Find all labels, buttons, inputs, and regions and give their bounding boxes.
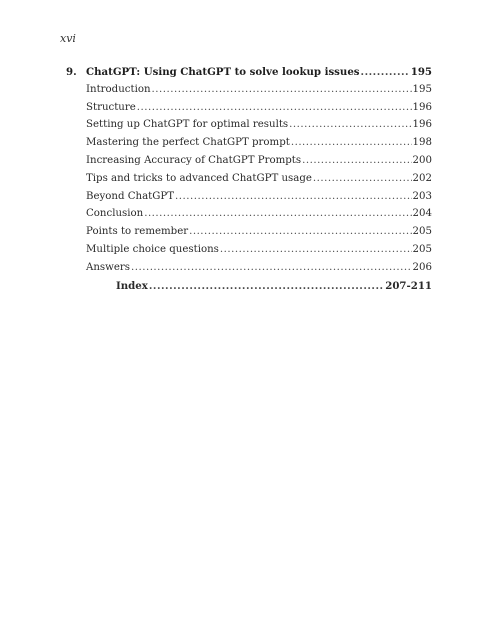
page-number: xvi	[60, 32, 76, 45]
chapter-title	[66, 66, 360, 78]
toc-entry-page: 204	[412, 208, 432, 220]
index-title: Index	[116, 279, 148, 292]
toc-entry-title: Increasing Accuracy of ChatGPT Prompts	[86, 154, 302, 166]
chapter-page-number: 195	[410, 66, 432, 78]
dot-leader	[291, 137, 412, 148]
toc-entry-page: 196	[412, 119, 432, 131]
toc-entry[interactable]	[66, 191, 432, 209]
toc-entry-page: 195	[412, 83, 432, 95]
toc-entry-page: 205	[412, 226, 432, 238]
toc-entry-title: Structure	[86, 101, 136, 113]
dot-leader	[313, 173, 412, 184]
dot-leader	[175, 191, 412, 202]
dot-leader	[220, 244, 412, 255]
chapter-number: 9.	[66, 66, 77, 78]
toc-entry-title: Multiple choice questions	[86, 243, 219, 255]
toc-entry-page: 206	[412, 261, 432, 273]
dot-leader	[137, 102, 412, 113]
toc-entry-title: Mastering the perfect ChatGPT prompt	[86, 137, 290, 149]
toc-chapter-9[interactable]	[66, 66, 432, 84]
toc-entry-title: Points to remember	[86, 226, 189, 238]
toc-entry[interactable]	[66, 137, 432, 155]
toc-entry[interactable]	[66, 244, 432, 262]
toc-entry[interactable]	[66, 173, 432, 191]
dot-leader	[189, 226, 411, 237]
toc-entry-page: 203	[412, 190, 432, 202]
dot-leader	[302, 155, 411, 166]
dot-leader	[149, 280, 384, 292]
toc-entry[interactable]	[66, 119, 432, 137]
toc-entry-title: Conclusion	[86, 208, 144, 220]
toc-entry[interactable]	[66, 155, 432, 173]
toc-entry-page: 202	[412, 172, 432, 184]
dot-leader	[131, 262, 412, 273]
dot-leader	[361, 66, 410, 78]
toc-entry[interactable]	[66, 84, 432, 102]
toc-entry-title: Answers	[86, 261, 130, 273]
dot-leader	[289, 119, 411, 130]
toc-entry-title: Tips and tricks to advanced ChatGPT usage	[86, 172, 312, 184]
toc-entry[interactable]	[66, 208, 432, 226]
toc-entry[interactable]	[66, 226, 432, 244]
toc-entry-title: Introduction	[86, 83, 151, 95]
toc-entry-page: 198	[412, 137, 432, 149]
table-of-contents	[66, 66, 432, 297]
toc-entry[interactable]	[66, 262, 432, 280]
toc-index-entry[interactable]	[66, 280, 432, 298]
index-page-range: 207-211	[385, 279, 432, 292]
dot-leader	[152, 84, 412, 95]
toc-entry-page: 196	[412, 101, 432, 113]
toc-entry-page: 200	[412, 154, 432, 166]
toc-entry-title: Setting up ChatGPT for optimal results	[86, 119, 289, 131]
toc-entry-title: Beyond ChatGPT	[86, 190, 175, 202]
chapter-title-text: ChatGPT: Using ChatGPT to solve lookup issues	[86, 66, 360, 78]
toc-entry[interactable]	[66, 102, 432, 120]
dot-leader	[144, 208, 411, 219]
toc-entry-page: 205	[412, 243, 432, 255]
